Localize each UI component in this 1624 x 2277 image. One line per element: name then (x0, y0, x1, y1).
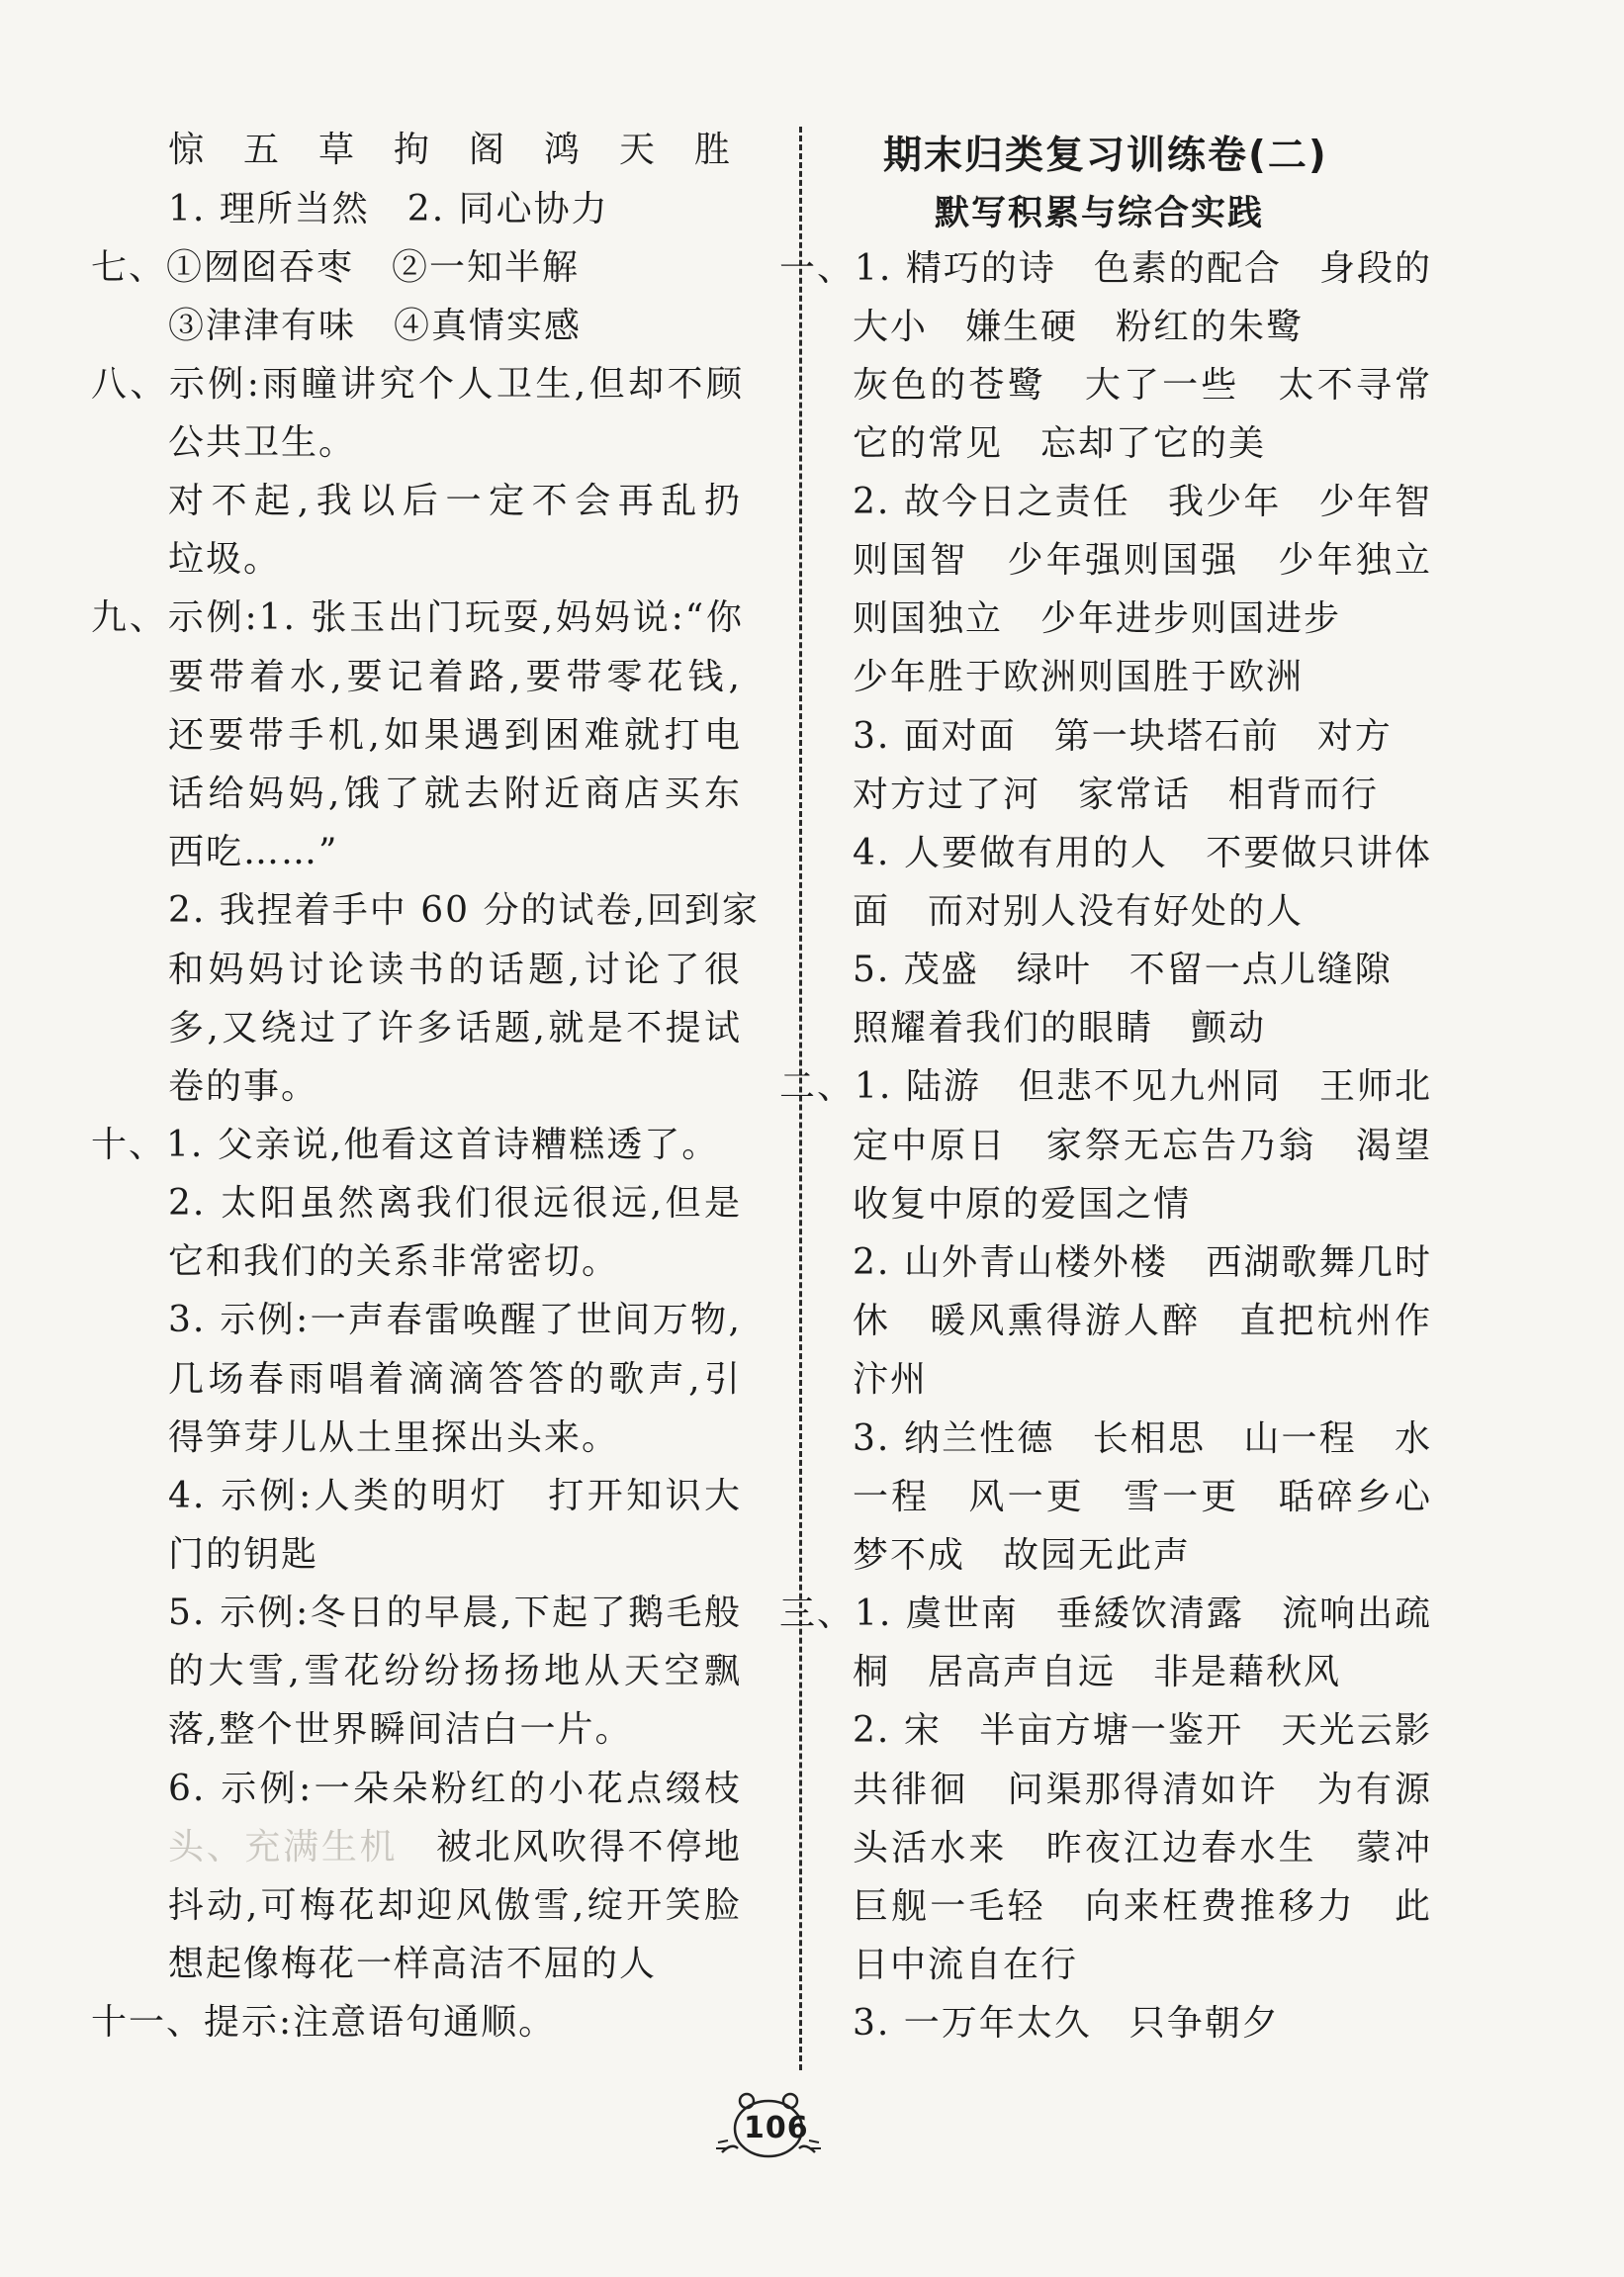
answer-line: 它的常见 忘却了它的美 (853, 423, 1267, 464)
answer-line: 2. 故今日之责任 我少年 少年智 (853, 482, 1432, 522)
answer-line: 大小 嫌生硬 粉红的朱鹭 (853, 307, 1305, 347)
answer-line: 三、1. 虞世南 垂緌饮清露 流响出疏 (779, 1594, 1432, 1634)
answer-line: 灰色的苍鹭 大了一些 太不寻常 (853, 365, 1432, 406)
answer-line: 对不起,我以后一定不会再乱扔 (168, 481, 742, 521)
answer-line: 抖动,可梅花却迎风傲雪,绽开笑脸 (168, 1885, 742, 1926)
answer-line: 头活水来 昨夜江边春水生 蒙冲 (853, 1828, 1432, 1868)
page-number: 106 (744, 2111, 809, 2145)
answer-line: 十一、提示:注意语句通顺。 (91, 2002, 557, 2043)
answer-line: 惊 五 草 拘 阁 鸿 天 胜 (168, 130, 732, 170)
answer-line: 对方过了河 家常话 相背而行 (853, 774, 1380, 815)
answer-line: 1. 理所当然 2. 同心协力 (168, 189, 609, 229)
answer-line: 要带着水,要记着路,要带零花钱, (168, 657, 742, 697)
answer-line: 3. 一万年太久 只争朝夕 (853, 2003, 1280, 2044)
answer-line: 一、1. 精巧的诗 色素的配合 身段的 (779, 248, 1432, 289)
answer-line: 得笋芽儿从土里探出头来。 (168, 1417, 620, 1458)
answer-line: 3. 示例:一声春雷唤醒了世间万物, (168, 1300, 742, 1340)
answer-line: 的大雪,雪花纷纷扬扬地从天空飘 (168, 1651, 742, 1691)
answer-line: 3. 面对面 第一块塔石前 对方 (853, 716, 1393, 757)
answer-line: 2. 山外青山楼外楼 西湖歌舞几时 (853, 1242, 1432, 1283)
answer-line: 七、①囫囵吞枣 ②一知半解 (91, 247, 581, 288)
answer-line: 6. 示例:一朵朵粉红的小花点缀枝 (168, 1769, 742, 1809)
answer-line: 话给妈妈,饿了就去附近商店买东 (168, 774, 742, 814)
answer-line: 桐 居高声自远 非是藉秋风 (853, 1652, 1342, 1692)
answer-line (168, 1826, 742, 1869)
answer-line: 八、示例:雨瞳讲究个人卫生,但却不顾 (91, 364, 744, 405)
answer-line: 多,又绕过了许多话题,就是不提试 (168, 1008, 742, 1048)
answer-line: 西吃……” (168, 832, 339, 872)
section-title: 期末归类复习训练卷(二) (883, 134, 1328, 178)
answer-line: ③津津有味 ④真情实感 (168, 306, 583, 346)
page-number-badge (714, 2091, 823, 2162)
answer-line: 3. 纳兰性德 长相思 山一程 水 (853, 1418, 1432, 1459)
answer-line: 一程 风一更 雪一更 聒碎乡心 (853, 1477, 1432, 1517)
answer-line: 它和我们的关系非常密切。 (168, 1241, 620, 1282)
answer-line: 想起像梅花一样高洁不屈的人 (168, 1944, 658, 1984)
answer-line: 面 而对别人没有好处的人 (853, 891, 1305, 932)
faded-text: 头、充满生机 (168, 1827, 399, 1867)
answer-line: 日中流自在行 (853, 1945, 1079, 1985)
answer-line: 落,整个世界瞬间洁白一片。 (168, 1709, 633, 1750)
answer-line: 收复中原的爱国之情 (853, 1184, 1192, 1225)
answer-line: 十、1. 父亲说,他看这首诗糟糕透了。 (91, 1125, 720, 1165)
answer-line: 4. 示例:人类的明灯 打开知识大 (168, 1476, 742, 1516)
answer-line: 和妈妈讨论读书的话题,讨论了很 (168, 950, 742, 990)
answer-line: 共徘徊 问渠那得清如许 为有源 (853, 1770, 1432, 1810)
answer-line: 垃圾。 (168, 539, 282, 580)
answer-text: 被北风吹得不停地 (398, 1827, 742, 1867)
answer-line: 则国独立 少年进步则国进步 (853, 598, 1342, 639)
answer-line: 2. 太阳虽然离我们很远很远,但是 (168, 1183, 742, 1224)
answer-line: 5. 茂盛 绿叶 不留一点儿缝隙 (853, 950, 1393, 990)
answer-line: 则国智 少年强则国强 少年独立 (853, 540, 1432, 581)
answer-line: 梦不成 故园无此声 (853, 1535, 1192, 1576)
answer-line: 定中原日 家祭无忘告乃翁 渴望 (853, 1126, 1432, 1166)
answer-line: 汴州 (853, 1359, 929, 1400)
answer-line: 5. 示例:冬日的早晨,下起了鹅毛般 (168, 1593, 742, 1633)
answer-line: 九、示例:1. 张玉出门玩耍,妈妈说:“你 (91, 597, 744, 638)
answer-line: 2. 我捏着手中 60 分的试卷,回到家 (168, 890, 760, 931)
answer-line: 照耀着我们的眼睛 颤动 (853, 1008, 1267, 1048)
answer-line: 几场春雨唱着滴滴答答的歌声,引 (168, 1359, 742, 1400)
answer-line: 休 暖风熏得游人醉 直把杭州作 (853, 1301, 1432, 1341)
answer-line: 二、1. 陆游 但悲不见九州同 王师北 (779, 1066, 1432, 1107)
answer-line: 少年胜于欧洲则国胜于欧洲 (853, 657, 1305, 697)
answer-line: 门的钥匙 (168, 1534, 319, 1575)
answer-line: 巨舰一毛轻 向来枉费推移力 此 (853, 1886, 1432, 1927)
answer-line: 卷的事。 (168, 1066, 319, 1107)
answer-line: 2. 宋 半亩方塘一鉴开 天光云影 (853, 1710, 1432, 1751)
section-subtitle: 默写积累与综合实践 (935, 194, 1265, 233)
answer-line: 还要带手机,如果遇到困难就打电 (168, 715, 742, 756)
answer-line: 公共卫生。 (168, 422, 357, 463)
answer-line: 4. 人要做有用的人 不要做只讲体 (853, 833, 1432, 873)
